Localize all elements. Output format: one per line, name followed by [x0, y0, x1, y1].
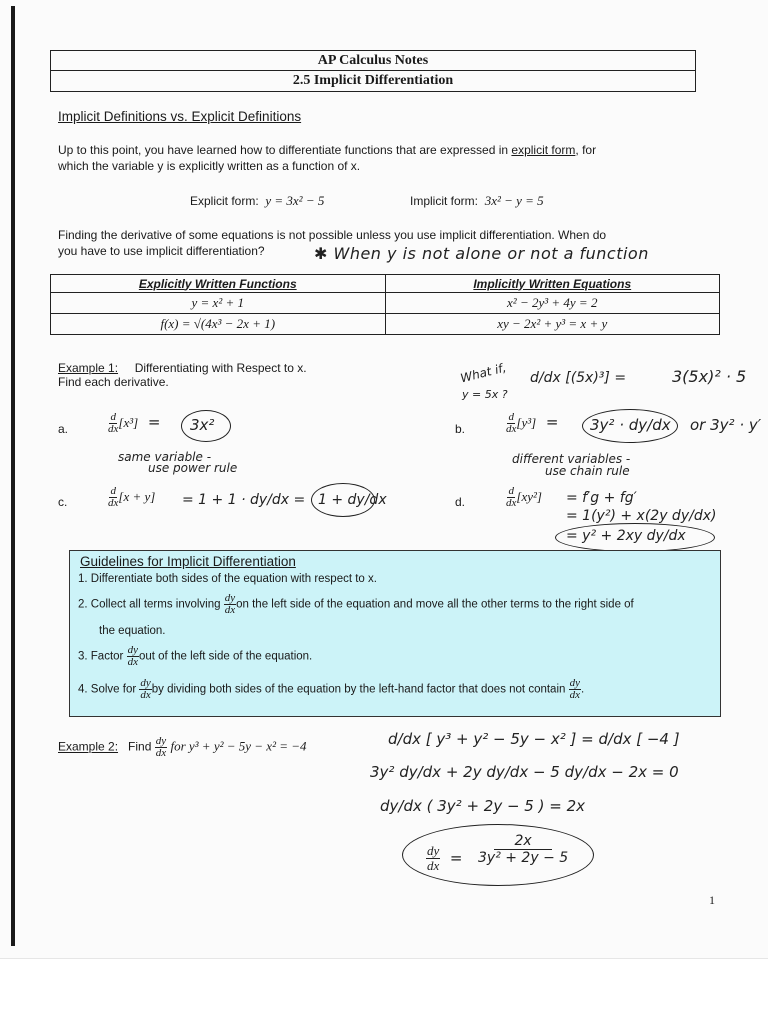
answer-numerator: 2x — [494, 833, 551, 850]
guideline-3-text-a: 3. Factor — [78, 650, 124, 663]
title-box — [50, 50, 696, 92]
example-2-work-1: d/dx [ y³ + y² − 5y − x² ] = d/dx [ −4 ] — [388, 730, 680, 748]
d-dx-operator: $\frac{d}{dx}$ — [506, 485, 517, 509]
example-2-label: Example 2: — [58, 739, 119, 754]
part-d-answer: = y² + 2xy dy/dx — [566, 528, 686, 544]
example-1-title: Differentiating with Respect to x. — [134, 361, 307, 375]
example-1-heading — [58, 361, 307, 389]
d-dx-operator: $\frac{d}{dx}$ — [108, 411, 119, 435]
guideline-2-text-a: 2. Collect all terms involving — [78, 598, 221, 611]
part-b-note-2: use chain rule — [545, 464, 630, 478]
dy-dx-fraction: $\frac{dy}{dx}$ — [427, 843, 440, 873]
binding-edge — [11, 6, 15, 946]
part-a-answer: 3x² — [190, 416, 215, 434]
part-a-note-2: use power rule — [148, 461, 238, 475]
dy-dx-fraction: $\frac{dy}{dx}$ — [140, 677, 151, 701]
example-2-heading — [58, 736, 307, 759]
implicit-form-label: Implicit form: — [410, 194, 479, 208]
example-2-equation: for y³ + y² − 5y − x² = −4 — [170, 738, 307, 754]
dy-dx-fraction: $\frac{dy}{dx}$ — [224, 592, 236, 616]
example-2-answer-fraction — [478, 833, 568, 866]
scan-background — [0, 958, 768, 1025]
guideline-2-continued: the equation. — [99, 625, 166, 637]
handwritten-answer: ✱ When y is not alone or not a function — [314, 244, 649, 263]
part-c-bracket: [x + y] — [118, 488, 156, 504]
intro-text-3: which the variable y is explicitly written as a function of x. — [58, 159, 361, 173]
part-d-line-1: = f′g + fg′ — [566, 490, 637, 506]
example-1-label: Example 1: — [58, 361, 119, 375]
equals-sign: = — [147, 412, 161, 431]
part-d-expression — [506, 486, 542, 509]
explicit-form-term: explicit form — [511, 143, 576, 157]
part-d-bracket: [xy²] — [516, 488, 542, 504]
part-b-answer: 3y² · dy/dx — [590, 416, 671, 434]
guideline-3 — [78, 645, 312, 668]
question-line-1: Finding the derivative of some equations is not possible unless you use implicit differentiation. When do — [58, 228, 607, 242]
equals-sign: = — [545, 412, 559, 431]
part-b-alt-answer: or 3y² · y′ — [690, 416, 762, 434]
section-title: 2.5 Implicit Differentiation — [292, 73, 454, 88]
guideline-4-text-b: by dividing both sides of the equation by the left-hand factor that does not contain — [151, 683, 566, 696]
table-row — [51, 314, 720, 335]
dy-dx-fraction: $\frac{dy}{dx}$ — [155, 735, 167, 759]
part-d-line-2: = 1(y²) + x(2y dy/dx) — [566, 508, 717, 524]
part-d-letter: d. — [455, 495, 466, 509]
functions-table — [50, 274, 720, 335]
intro-text-2: , for — [575, 143, 597, 157]
table-header-explicit: Explicitly Written Functions — [51, 275, 386, 293]
page-number: 1 — [709, 893, 715, 907]
part-c-letter: c. — [58, 495, 68, 509]
part-a-letter: a. — [58, 422, 69, 436]
table-cell: xy − 2x² + y³ = x + y — [385, 314, 720, 335]
aside-substitution: y = 5x ? — [462, 388, 508, 401]
table-cell: f(x) = √(4x³ − 2x + 1) — [51, 314, 386, 335]
part-b-letter: b. — [455, 422, 466, 436]
d-dx-operator: $\frac{d}{dx}$ — [506, 411, 517, 435]
aside-question: What if, — [458, 360, 508, 386]
table-cell: y = x² + 1 — [51, 293, 386, 314]
example-1-subtitle: Find each derivative. — [58, 375, 169, 389]
table-cell: x² − 2y³ + 4y = 2 — [385, 293, 720, 314]
part-b-expression — [506, 412, 558, 435]
guideline-4-text-a: 4. Solve for — [78, 683, 137, 696]
example-2-find: Find — [128, 739, 152, 754]
part-b-bracket: [y³] — [516, 414, 537, 430]
guideline-2 — [78, 593, 634, 616]
part-c-expression — [108, 486, 155, 509]
guideline-4: 4. Solve for $\frac{dy}{dx}$ by dividing both sides of the equation by the left-hand factor that does not contain $\frac{dy}{dx}$ . — [78, 677, 585, 701]
explicit-form — [190, 193, 324, 209]
intro-paragraph — [58, 142, 718, 174]
implicit-form-equation: 3x² − y = 5 — [484, 193, 544, 208]
part-c-step: = 1 + 1 · dy/dx = — [182, 492, 306, 508]
guideline-1: 1. Differentiate both sides of the equation with respect to x. — [78, 573, 377, 585]
part-a-note-1: same variable - — [118, 450, 212, 464]
answer-denominator: 3y² + 2y − 5 — [478, 850, 569, 866]
aside-answer: 3(5x)² · 5 — [672, 367, 747, 386]
dy-dx-fraction: $\frac{dy}{dx}$ — [127, 644, 138, 668]
example-2-work-3: dy/dx ( 3y² + 2y − 5 ) = 2x — [380, 797, 585, 815]
part-c-answer: 1 + dy/dx — [318, 492, 387, 508]
guideline-3-text-b: out of the left side of the equation. — [138, 650, 313, 663]
aside-expression: d/dx [(5x)³] = — [530, 370, 627, 386]
course-title: AP Calculus Notes — [51, 51, 695, 71]
explicit-form-label: Explicit form: — [190, 194, 259, 208]
example-2-work-2: 3y² dy/dx + 2y dy/dx − 5 dy/dx − 2x = 0 — [370, 763, 679, 781]
implicit-form — [410, 193, 544, 209]
table-header-implicit: Implicitly Written Equations — [385, 275, 720, 293]
example-2-answer-lhs: $\frac{dy}{dx}$ = — [427, 843, 468, 873]
intro-text-1: Up to this point, you have learned how to differentiate functions that are expressed in — [58, 143, 512, 157]
explicit-form-equation: y = 3x² − 5 — [265, 193, 325, 208]
dy-dx-fraction: $\frac{dy}{dx}$ — [569, 677, 580, 701]
section-heading: Implicit Definitions vs. Explicit Definitions — [58, 109, 302, 124]
d-dx-operator: $\frac{d}{dx}$ — [108, 485, 119, 509]
part-a-bracket: [x³] — [118, 414, 139, 430]
part-b-note-1: different variables - — [512, 452, 631, 466]
part-a-expression — [108, 412, 160, 435]
guideline-2-text-b: on the left side of the equation and move all the other terms to the right side of — [236, 598, 634, 611]
question-line-2: you have to use implicit differentiation? — [58, 244, 265, 258]
guidelines-box — [69, 550, 721, 717]
guidelines-title: Guidelines for Implicit Differentiation — [80, 554, 296, 569]
table-row — [51, 293, 720, 314]
